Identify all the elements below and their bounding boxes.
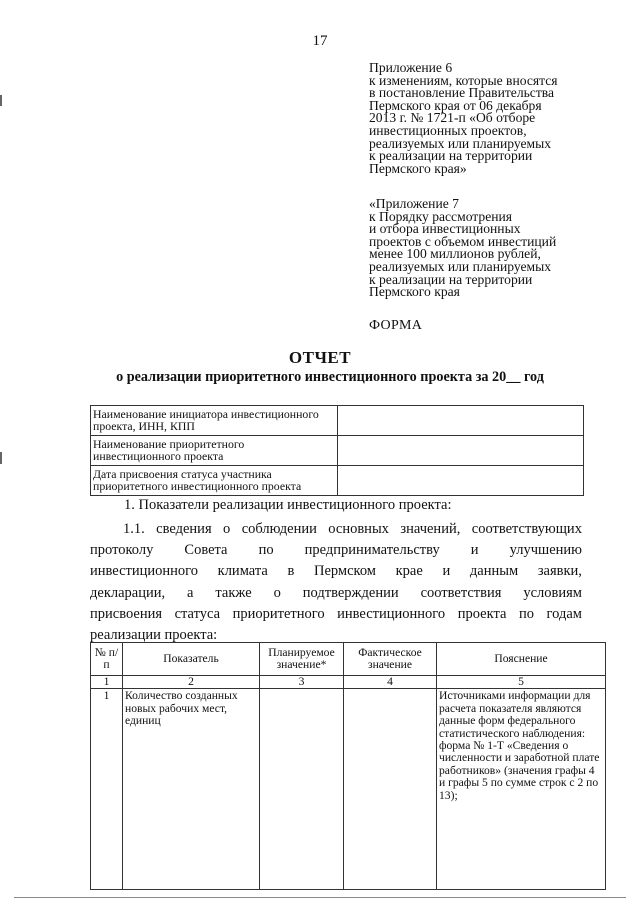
appendix-7-line: и отбора инвестиционных bbox=[369, 221, 521, 237]
paragraph-word: крае bbox=[395, 563, 423, 580]
col-header-number: № п/п bbox=[91, 643, 123, 676]
appendix-6-line: реализуемых или планируемых bbox=[369, 135, 552, 151]
table-row bbox=[91, 436, 584, 466]
paragraph-word: протоколу bbox=[90, 542, 154, 559]
status-date-label: Дата присвоения статуса участника приоритетного инвестиционного проекта bbox=[91, 466, 338, 496]
paragraph-word: также bbox=[215, 584, 252, 601]
column-number: 5 bbox=[437, 676, 606, 689]
appendix-7-line: Пермского края bbox=[369, 284, 460, 300]
paragraph-word: по bbox=[518, 605, 534, 622]
appendix-7-block bbox=[369, 198, 619, 299]
project-name-value[interactable] bbox=[338, 436, 584, 466]
paragraph-word: и bbox=[442, 563, 451, 580]
paragraph-word: климата bbox=[217, 563, 268, 580]
appendix-7-line: менее 100 миллионов рублей, bbox=[369, 246, 541, 262]
col-header-indicator: Показатель bbox=[123, 643, 260, 676]
appendix-6-line: к изменениям, которые вносятся bbox=[369, 72, 558, 88]
paragraph-word: данным bbox=[469, 563, 519, 580]
appendix-7-line: к Порядку рассмотрения bbox=[369, 208, 513, 224]
paragraph-word: реализации проекта: bbox=[90, 627, 218, 644]
paragraph-word: в bbox=[287, 563, 295, 580]
paragraph-word: основных bbox=[328, 521, 389, 537]
report-subtitle: о реализации приоритетного инвестиционного проекта за 20__ год bbox=[116, 369, 544, 385]
paragraph-word: проекта bbox=[457, 605, 507, 622]
appendix-7-line: реализуемых или планируемых bbox=[369, 258, 552, 274]
column-number: 3 bbox=[260, 676, 344, 689]
body-paragraph bbox=[90, 519, 582, 646]
appendix-6-line: в постановление Правительства bbox=[369, 85, 555, 101]
report-title: ОТЧЕТ bbox=[288, 348, 352, 367]
table-row bbox=[91, 406, 584, 436]
binding-mark bbox=[0, 452, 2, 464]
appendix-6-line: к реализации на территории bbox=[369, 148, 533, 164]
paragraph-word: статуса bbox=[174, 605, 221, 622]
paragraph-word: предпринимательству bbox=[304, 542, 440, 559]
column-number-row bbox=[91, 676, 606, 689]
paragraph-word: значений, bbox=[400, 521, 461, 537]
appendix-7-line: проектов с объемом инвестиций bbox=[369, 233, 557, 249]
column-number: 2 bbox=[123, 676, 260, 689]
paragraph-line bbox=[90, 540, 582, 561]
col-header-note: Пояснение bbox=[437, 643, 606, 676]
paragraph-word: 1.1. bbox=[123, 521, 145, 537]
paragraph-word: подтверждении bbox=[302, 584, 399, 601]
appendix-7-line: «Приложение 7 bbox=[369, 196, 459, 211]
col-header-actual: Фактическое значение bbox=[344, 643, 437, 676]
appendix-6-block bbox=[369, 62, 619, 175]
project-name-label: Наименование приоритетного инвестиционного проекта bbox=[91, 436, 338, 466]
initiator-value[interactable] bbox=[338, 406, 584, 436]
paragraph-word: соблюдении bbox=[241, 521, 317, 537]
paragraph-word: присвоения bbox=[90, 605, 163, 622]
paragraph-line bbox=[90, 519, 582, 540]
paragraph-word: инвестиционного bbox=[337, 605, 446, 622]
paragraph-word: Пермском bbox=[313, 563, 376, 580]
paragraph-word: и bbox=[470, 542, 479, 559]
paragraph-word: улучшению bbox=[509, 542, 582, 559]
paragraph-word: по bbox=[258, 542, 274, 559]
paragraph-line bbox=[90, 583, 582, 604]
column-number: 1 bbox=[91, 676, 123, 689]
project-info-table bbox=[90, 405, 584, 496]
appendix-6-line: Пермского края от 06 декабря bbox=[369, 97, 542, 113]
col-header-planned: Планируемое значение* bbox=[260, 643, 344, 676]
paragraph-word: соответствия bbox=[420, 584, 502, 601]
initiator-label: Наименование инициатора инвестиционного проекта, ИНН, КПП bbox=[91, 406, 338, 436]
indicator-cell: Количество созданных новых рабочих мест, единиц bbox=[123, 689, 260, 890]
paragraph-word: условиям bbox=[523, 584, 582, 601]
paragraph-word: а bbox=[187, 584, 194, 601]
paragraph-line bbox=[90, 561, 582, 582]
table-row bbox=[91, 466, 584, 496]
paragraph-word: годам bbox=[546, 605, 582, 622]
paragraph-line bbox=[90, 604, 582, 625]
paragraph-word: сведения bbox=[156, 521, 212, 537]
indicators-table bbox=[90, 642, 606, 890]
paragraph-word: декларации, bbox=[90, 584, 166, 601]
paragraph-word: приоритетного bbox=[232, 605, 325, 622]
paragraph-word: заявки, bbox=[537, 563, 582, 580]
row-number: 1 bbox=[91, 689, 123, 890]
paragraph-word: соответствующих bbox=[471, 521, 582, 537]
appendix-7-line: к реализации на территории bbox=[369, 271, 533, 287]
appendix-6-line: 2013 г. № 1721-п «Об отборе bbox=[369, 110, 536, 126]
planned-value-cell[interactable] bbox=[260, 689, 344, 890]
paragraph-word: о bbox=[223, 521, 231, 537]
column-number: 4 bbox=[344, 676, 437, 689]
binding-mark bbox=[0, 95, 2, 106]
note-cell: Источниками информации для расчета показателя являются данные форм федерального статистического наблюдения: форма № 1-Т «Сведения о численности и заработной плате работников» (значения графы 4 и графы 5 по сумме строк с 2 по 13); bbox=[437, 689, 606, 890]
appendix-6-line: инвестиционных проектов, bbox=[369, 122, 527, 138]
paragraph-word: о bbox=[273, 584, 281, 601]
status-date-value[interactable] bbox=[338, 466, 584, 496]
table-header-row bbox=[91, 643, 606, 676]
appendix-6-line: Приложение 6 bbox=[369, 60, 453, 75]
table-row bbox=[91, 689, 606, 890]
actual-value-cell[interactable] bbox=[344, 689, 437, 890]
form-label: ФОРМА bbox=[369, 318, 423, 333]
paragraph-word: инвестиционного bbox=[90, 563, 198, 580]
appendix-6-line: Пермского края» bbox=[369, 160, 467, 176]
page-number: 17 bbox=[312, 33, 328, 49]
page-edge-line bbox=[14, 897, 626, 898]
paragraph-word: Совета bbox=[184, 542, 228, 559]
section-heading: 1. Показатели реализации инвестиционного проекта: bbox=[124, 497, 452, 513]
